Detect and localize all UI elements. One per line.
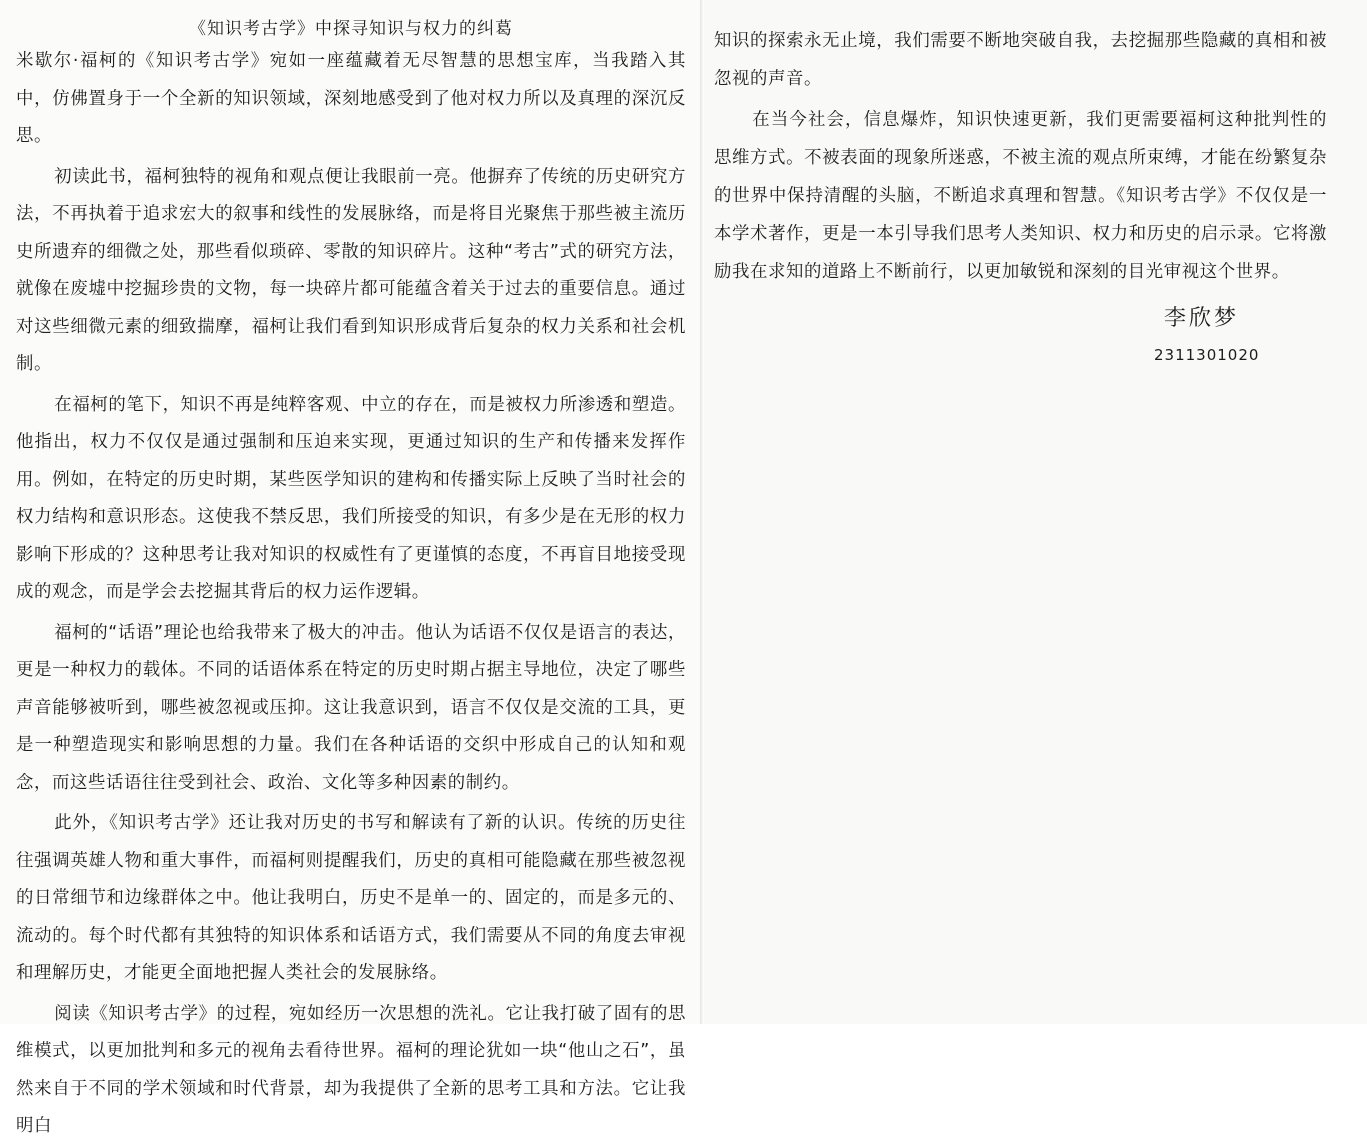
signature-block bbox=[1154, 301, 1327, 364]
student-id: 2311301020 bbox=[1154, 346, 1260, 364]
paragraph-5: 此外，《知识考古学》还让我对历史的书写和解读有了新的认识。传统的历史往往强调英雄人物和重大事件，而福柯则提醒我们，历史的真相可能隐藏在那些被忽视的日常细节和边缘群体之中。他让我明白，历史不是单一的、固定的，而是多元的、流动的。每个时代都有其独特的知识体系和话语方式，我们需要从不同的角度去审视和理解历史，才能更全面地把握人类社会的发展脉络。 bbox=[16, 813, 686, 983]
right-page bbox=[704, 0, 1367, 1024]
paragraph-7-continued: 知识的探索永无止境，我们需要不断地突破自我，去挖掘那些隐藏的真相和被忽视的声音。 bbox=[714, 31, 1327, 89]
essay-title: 《知识考古学》中探寻知识与权力的纠葛 bbox=[189, 19, 513, 39]
paragraph-3: 在福柯的笔下，知识不再是纯粹客观、中立的存在，而是被权力所渗透和塑造。他指出，权力不仅仅是通过强制和压迫来实现，更通过知识的生产和传播来发挥作用。例如，在特定的历史时期，某些医学知识的建构和传播实际上反映了当时社会的权力结构和意识形态。这使我不禁反思，我们所接受的知识，有多少是在无形的权力影响下形成的？这种思考让我对知识的权威性有了更谨慎的态度，不再盲目地接受现成的观念，而是学会去挖掘其背后的权力运作逻辑。 bbox=[16, 394, 686, 602]
paragraph-4: 福柯的“话语”理论也给我带来了极大的冲击。他认为话语不仅仅是语言的表达，更是一种权力的载体。不同的话语体系在特定的历史时期占据主导地位，决定了哪些声音能够被听到，哪些被忽视或压抑。这让我意识到，语言不仅仅是交流的工具，更是一种塑造现实和影响思想的力量。我们在各种话语的交织中形成自己的认知和观念，而这些话语往往受到社会、政治、文化等多种因素的制约。 bbox=[16, 622, 686, 793]
paragraph-2: 初读此书，福柯独特的视角和观点便让我眼前一亮。他摒弃了传统的历史研究方法，不再执着于追求宏大的叙事和线性的发展脉络，而是将目光聚焦于那些被主流历史所遗弃的细微之处，那些看似琐碎、零散的知识碎片。这种“考古”式的研究方法，就像在废墟中挖掘珍贵的文物，每一块碎片都可能蕴含着关于过去的重要信息。通过对这些细微元素的细致揣摩，福柯让我们看到知识形成背后复杂的权力关系和社会机制。 bbox=[16, 166, 686, 374]
paragraph-8: 在当今社会，信息爆炸，知识快速更新，我们更需要福柯这种批判性的思维方式。不被表面的现象所迷惑，不被主流的观点所束缚，才能在纷繁复杂的世界中保持清醒的头脑，不断追求真理和智慧。《知识考古学》不仅仅是一本学术著作，更是一本引导我们思考人类知识、权力和历史的启示录。它将激励我在求知的道路上不断前行，以更加敏锐和深刻的目光审视这个世界。 bbox=[714, 110, 1327, 282]
paragraph-1: 米歇尔·福柯的《知识考古学》宛如一座蕴藏着无尽智慧的思想宝库，当我踏入其中，仿佛置身于一个全新的知识领域，深刻地感受到了他对权力所以及真理的深沉反思。 bbox=[16, 51, 686, 146]
author-signature: 李欣梦 bbox=[1164, 306, 1240, 331]
paragraph-6: 阅读《知识考古学》的过程，宛如经历一次思想的洗礼。它让我打破了固有的思维模式，以更加批判和多元的视角去看待世界。福柯的理论犹如一块“他山之石”，虽然来自于不同的学术领域和时代背景，却为我提供了全新的思考工具和方法。它让我明白 bbox=[16, 1003, 686, 1136]
